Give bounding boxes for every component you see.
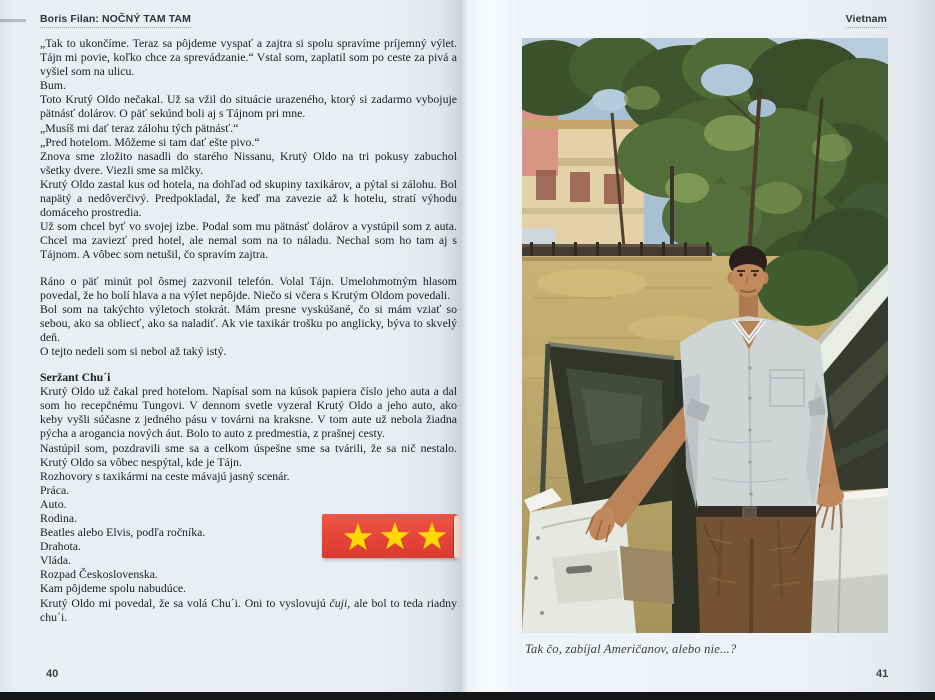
paragraph: Krutý Oldo zastal kus od hotela, na dohľad od skupiny taxikárov, a pýtal si zálohu. Bol napätý a nedôverčivý. Predpokladal, že keď ma zavezie až k hotelu, stratí výhodu domáceho prostredia. xyxy=(40,176,457,220)
paragraph: Nastúpil som, pozdravili sme sa a celkom úspešne sme sa tvárili, že sa nič nestalo. Krutý Oldo sa vôbec nespýtal, kde je Tájn. xyxy=(40,440,457,469)
paragraph: Rozhovory s taxikármi na ceste mávajú jasný scenár. xyxy=(40,468,290,483)
paragraph: Znova sme zložito nasadli do starého Nissanu, Krutý Oldo na tri pokusy zabuchol všetky dvere. Viezli sme sa mlčky. xyxy=(40,148,457,177)
banner-stars xyxy=(322,514,457,558)
paragraph: Toto Krutý Oldo nečakal. Už sa vžil do situácie urazeného, ktorý si zadarmo vybojuje pätnásť dolárov. O päť sekúnd boli aj s Tájnom pri mne. xyxy=(40,92,457,121)
italic-word: čuji xyxy=(329,595,348,610)
running-header-right-text: Vietnam xyxy=(846,13,887,28)
photo-caption: Tak čo, zabíjal Američanov, alebo nie...? xyxy=(525,642,737,656)
page-number-right: 41 xyxy=(876,668,889,680)
paragraph: „Pred hotelom. Môžeme si tam dať ešte pivo.“ xyxy=(40,134,260,149)
scan-artifact xyxy=(0,19,26,22)
scan-bottom-edge xyxy=(0,692,935,700)
list-line: Drahota. xyxy=(40,539,81,554)
paragraph: Bum. xyxy=(40,78,66,93)
photo-illustration xyxy=(522,38,888,633)
banner-page-curl xyxy=(454,516,461,558)
left-page xyxy=(0,0,460,692)
running-header-left xyxy=(40,9,191,27)
list-line: Beatles alebo Elvis, podľa ročníka. xyxy=(40,525,206,540)
list-line: Kam pôjdeme spolu nabudúce. xyxy=(40,581,187,596)
paragraph-text: Krutý Oldo mi povedal, že sa volá Chu´i. Oni to vyslovujú xyxy=(40,595,330,610)
running-header-right xyxy=(846,9,887,27)
list-line: Rodina. xyxy=(40,511,78,525)
list-line: Rozpad Československa. xyxy=(40,567,158,582)
section-heading: Seržant Chu´i xyxy=(40,370,111,385)
paragraph: „Tak to ukončíme. Teraz sa pôjdeme vyspať a zajtra si spolu spravíme príjemný výlet. Tájn mi povie, koľko chce za sprevádzanie.“ Vstal som, zaplatil som po ceste za pivá a vyšiel som na ulicu. xyxy=(40,36,457,79)
star-icon xyxy=(381,522,410,549)
paragraph: Už som chcel byť vo svojej izbe. Podal som mu pätnásť dolárov a vystúpil som z auta. Chcel ma zaviezť pred hotel, ale nemal som na to náladu. Nechal som ho tam aj s Tájnom. A vôbec som netušil, čo spravím zajtra. xyxy=(40,219,457,262)
running-header-left-text: Boris Filan: NOČNÝ TAM TAM xyxy=(40,13,191,28)
paragraph: Ráno o päť minút pol ôsmej zazvonil telefón. Volal Tájn. Umelohmotným hlasom povedal, že ho bolí hlava a na výlet nepôjde. Niečo si včera s Krutým Oldom povedali. xyxy=(40,273,457,302)
star-icon xyxy=(344,523,373,550)
paragraph-text: , ale bol to teda riadny chu´i. xyxy=(40,595,457,624)
gutter-shadow xyxy=(460,0,522,692)
right-page xyxy=(522,0,935,692)
paragraph: O tejto nedeli som si nebol až taký istý. xyxy=(40,343,227,358)
red-star-banner xyxy=(322,514,457,558)
list-line: Práca. xyxy=(40,482,70,497)
star-icon xyxy=(418,522,447,549)
paragraph xyxy=(40,596,457,624)
paragraph: „Musíš mi dať teraz zálohu tých pätnásť.“ xyxy=(40,120,239,135)
list-line: Auto. xyxy=(40,496,67,511)
photo-taxi-driver-by-car xyxy=(522,38,888,633)
paragraph: Bol som na takýchto výletoch stokrát. Mám presne vyskúšané, čo si mám vziať so sebou, ako sa obliecť, ako sa naladiť. Ak vie taxikár trošku po anglicky, býva to skvelý deň. xyxy=(40,301,457,344)
page-number-left: 40 xyxy=(46,668,59,680)
paragraph: Krutý Oldo už čakal pred hotelom. Napísal som na kúsok papiera číslo jeho auta a dal som ho recepčnému Tungovi. V dennom svetle vyzeral Krutý Oldo a jeho auto, ako keby vyšli súčasne z jedného pásu v továrni na kraksne. V tom aute už nebola žiadna pýcha a arogancia nových áut. Bolo to auto z predmestia, z prašnej cesty. xyxy=(40,384,457,441)
list-line: Vláda. xyxy=(40,553,72,568)
